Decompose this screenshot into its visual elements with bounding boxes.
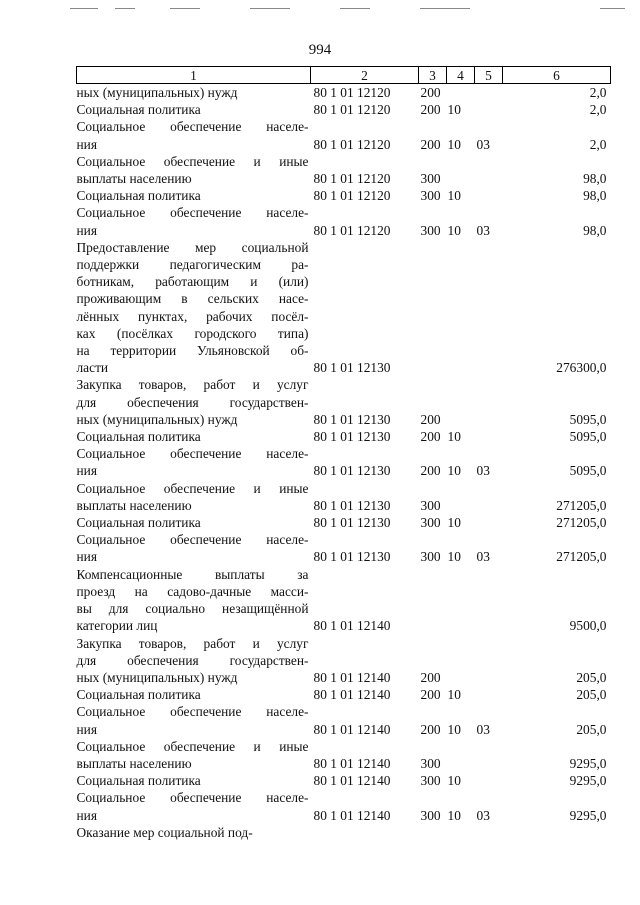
row-col-5 (475, 428, 503, 445)
table-row (77, 531, 611, 565)
row-amount: 9295,0 (569, 755, 607, 771)
row-code: 80 1 01 12120 (313, 222, 391, 238)
row-amount: 205,0 (576, 687, 607, 703)
row-amount (503, 824, 611, 841)
table-row (77, 101, 611, 118)
row-col-5: 03 (476, 136, 490, 152)
row-description (77, 738, 311, 772)
description-line: ласти (76, 360, 109, 376)
row-code: 80 1 01 12120 (313, 188, 391, 204)
description-line: выплаты населению (76, 755, 192, 771)
row-amount: 271205,0 (556, 515, 607, 531)
budget-table (76, 66, 611, 841)
table-row (77, 153, 611, 187)
row-col-3: 200 (420, 85, 441, 100)
row-code: 80 1 01 12140 (313, 807, 391, 823)
row-col-5 (475, 514, 503, 531)
row-col-3: 200 (420, 669, 441, 685)
row-amount: 5095,0 (569, 463, 607, 479)
row-description (77, 204, 311, 238)
row-code: 80 1 01 12130 (313, 411, 391, 427)
row-code: 80 1 01 12130 (313, 463, 391, 479)
description-line: выплаты населению (76, 171, 192, 187)
row-col-5: 03 (476, 222, 490, 238)
row-code: 80 1 01 12130 (313, 429, 391, 445)
table-row (77, 445, 611, 479)
description-line: ния (76, 807, 97, 823)
row-description (77, 445, 311, 479)
row-code: 80 1 01 12140 (313, 773, 391, 789)
row-col-3: 300 (420, 171, 441, 187)
header-col-4: 4 (447, 67, 475, 84)
row-amount: 205,0 (576, 721, 607, 737)
row-col-3: 300 (420, 755, 441, 771)
table-row (77, 118, 611, 152)
row-amount: 9295,0 (569, 773, 607, 789)
description-line: ния (76, 136, 97, 152)
description-line: Социальная политика (76, 429, 201, 445)
header-col-3: 3 (419, 67, 447, 84)
table-row (77, 376, 611, 428)
row-amount: 9295,0 (569, 807, 607, 823)
header-col-2: 2 (311, 67, 419, 84)
row-description (77, 480, 311, 514)
table-row (77, 480, 611, 514)
row-col-5 (475, 84, 503, 102)
row-description (77, 376, 311, 428)
row-col-4: 10 (447, 687, 461, 703)
description-line: Социальное обеспечение населе- (76, 205, 309, 221)
row-amount: 98,0 (583, 222, 607, 238)
row-col-3: 200 (420, 136, 441, 152)
row-code: 80 1 01 12140 (313, 755, 391, 771)
row-code: 80 1 01 12140 (313, 687, 391, 703)
row-col-4: 10 (447, 549, 461, 565)
description-line: ных (муниципальных) нужд (76, 669, 238, 685)
table-row (77, 566, 611, 635)
table-body (77, 84, 611, 841)
row-amount: 271205,0 (556, 497, 607, 513)
table-row (77, 428, 611, 445)
row-col-3: 200 (420, 687, 441, 703)
row-col-4: 10 (447, 222, 461, 238)
description-line: лённых пунктах, рабочих посёл- (76, 308, 309, 324)
row-code: 80 1 01 12120 (313, 102, 391, 118)
row-col-3: 300 (420, 549, 441, 565)
row-col-4 (447, 566, 475, 635)
row-code (311, 824, 419, 841)
row-description (77, 84, 311, 102)
row-col-4: 10 (447, 463, 461, 479)
description-line: Социальное обеспечение и иные (76, 480, 309, 496)
description-line: Социальное обеспечение населе- (76, 790, 309, 806)
row-description (77, 118, 311, 152)
row-amount: 98,0 (583, 171, 607, 187)
row-description (77, 239, 311, 377)
description-line: проезд на садово-дачные масси- (76, 583, 309, 599)
description-line: Социальное обеспечение населе- (76, 532, 309, 548)
row-code: 80 1 01 12120 (313, 136, 391, 152)
row-col-5: 03 (476, 721, 490, 737)
row-description (77, 187, 311, 204)
row-col-4 (447, 239, 475, 377)
row-col-3: 300 (420, 497, 441, 513)
row-amount: 98,0 (583, 188, 607, 204)
row-col-4: 10 (447, 429, 461, 445)
description-line: для обеспечения государствен- (76, 652, 309, 668)
description-line: Социальное обеспечение населе- (76, 704, 309, 720)
description-line: ния (76, 222, 97, 238)
description-line: ботникам, работающим и (или) (76, 274, 309, 290)
row-col-4: 10 (447, 188, 461, 204)
row-amount: 5095,0 (569, 411, 607, 427)
row-col-3: 300 (420, 515, 441, 531)
table-row (77, 772, 611, 789)
row-code: 80 1 01 12140 (313, 669, 391, 685)
row-code: 80 1 01 12130 (313, 360, 391, 376)
row-col-5 (475, 686, 503, 703)
table-row (77, 703, 611, 737)
row-col-4: 10 (447, 515, 461, 531)
header-col-6: 6 (503, 67, 611, 84)
row-col-3: 300 (420, 773, 441, 789)
description-line: ния (76, 463, 97, 479)
description-line: Социальная политика (76, 102, 201, 118)
row-col-5 (475, 480, 503, 514)
description-line: Социальное обеспечение и иные (76, 738, 309, 754)
row-col-5: 03 (476, 807, 490, 823)
row-description (77, 428, 311, 445)
row-col-5 (475, 635, 503, 687)
header-row (77, 67, 611, 84)
row-description (77, 635, 311, 687)
description-line: ния (76, 549, 97, 565)
row-col-5 (475, 101, 503, 118)
table-row (77, 686, 611, 703)
row-amount: 5095,0 (569, 429, 607, 445)
row-col-5 (475, 772, 503, 789)
description-line: Предоставление мер социальной (76, 239, 309, 255)
row-amount: 2,0 (589, 85, 607, 100)
row-description (77, 824, 311, 841)
table-row (77, 514, 611, 531)
row-col-4 (447, 635, 475, 687)
row-col-4 (447, 84, 475, 102)
row-col-3: 300 (420, 188, 441, 204)
row-col-4 (447, 824, 475, 841)
table-row (77, 84, 611, 102)
row-col-4: 10 (447, 102, 461, 118)
row-description (77, 101, 311, 118)
row-col-3 (419, 824, 447, 841)
header-col-1: 1 (77, 67, 311, 84)
description-line: Социальное обеспечение населе- (76, 119, 309, 135)
row-description (77, 153, 311, 187)
row-amount: 2,0 (589, 136, 607, 152)
row-col-4: 10 (447, 773, 461, 789)
row-col-5 (475, 376, 503, 428)
description-line: ных (муниципальных) нужд (76, 85, 238, 100)
table-row (77, 789, 611, 823)
description-line: выплаты населению (76, 497, 192, 513)
row-col-5: 03 (476, 463, 490, 479)
description-line: категории лиц (76, 618, 158, 634)
description-line: Закупка товаров, работ и услуг (76, 635, 309, 651)
description-line: ных (муниципальных) нужд (76, 411, 238, 427)
row-col-5 (475, 738, 503, 772)
table-row (77, 239, 611, 377)
description-line: Закупка товаров, работ и услуг (76, 377, 309, 393)
description-line: Социальное обеспечение населе- (76, 446, 309, 462)
row-description (77, 566, 311, 635)
row-col-5 (475, 187, 503, 204)
row-code: 80 1 01 12140 (313, 618, 391, 634)
row-col-4 (447, 376, 475, 428)
description-line: Оказание мер социальной под- (76, 824, 253, 840)
row-amount: 2,0 (589, 102, 607, 118)
row-amount: 271205,0 (556, 549, 607, 565)
row-description (77, 789, 311, 823)
row-col-3 (419, 239, 447, 377)
description-line: Социальная политика (76, 188, 201, 204)
row-col-4: 10 (447, 807, 461, 823)
row-col-4: 10 (447, 721, 461, 737)
description-line: на территории Ульяновской об- (76, 343, 309, 359)
row-col-5: 03 (476, 549, 490, 565)
row-description (77, 514, 311, 531)
description-line: Социальная политика (76, 515, 201, 531)
description-line: для обеспечения государствен- (76, 394, 309, 410)
row-amount: 9500,0 (569, 618, 607, 634)
header-col-5: 5 (475, 67, 503, 84)
row-amount: 205,0 (576, 669, 607, 685)
row-col-3: 200 (420, 102, 441, 118)
row-col-3: 300 (420, 807, 441, 823)
row-description (77, 686, 311, 703)
row-col-4 (447, 153, 475, 187)
description-line: поддержки педагогическим ра- (76, 257, 309, 273)
description-line: проживающим в сельских насе- (76, 291, 309, 307)
row-col-4 (447, 738, 475, 772)
row-col-3: 200 (420, 463, 441, 479)
description-line: ках (посёлках городского типа) (76, 325, 309, 341)
description-line: ния (76, 721, 97, 737)
row-col-5 (475, 239, 503, 377)
row-col-3: 300 (420, 222, 441, 238)
description-line: Социальная политика (76, 773, 201, 789)
table-row (77, 824, 611, 841)
page-number: 994 (308, 42, 332, 58)
row-col-5 (475, 824, 503, 841)
row-code: 80 1 01 12130 (313, 515, 391, 531)
table-row (77, 204, 611, 238)
row-col-5 (475, 566, 503, 635)
table-row (77, 187, 611, 204)
row-col-3: 200 (420, 429, 441, 445)
row-col-3: 200 (420, 721, 441, 737)
description-line: вы для социально незащищённой (76, 601, 309, 617)
row-description (77, 772, 311, 789)
description-line: Компенсационные выплаты за (76, 566, 309, 582)
row-code: 80 1 01 12120 (313, 171, 391, 187)
row-code: 80 1 01 12130 (313, 549, 391, 565)
description-line: Социальное обеспечение и иные (76, 153, 309, 169)
row-amount: 276300,0 (556, 360, 607, 376)
row-code: 80 1 01 12140 (313, 721, 391, 737)
row-col-4: 10 (447, 136, 461, 152)
row-col-4 (447, 480, 475, 514)
row-col-3 (419, 566, 447, 635)
row-description (77, 531, 311, 565)
table-row (77, 635, 611, 687)
row-description (77, 703, 311, 737)
row-code: 80 1 01 12130 (313, 497, 391, 513)
row-col-3: 200 (420, 411, 441, 427)
table-row (77, 738, 611, 772)
row-code: 80 1 01 12120 (313, 85, 391, 100)
description-line: Социальная политика (76, 687, 201, 703)
row-col-5 (475, 153, 503, 187)
